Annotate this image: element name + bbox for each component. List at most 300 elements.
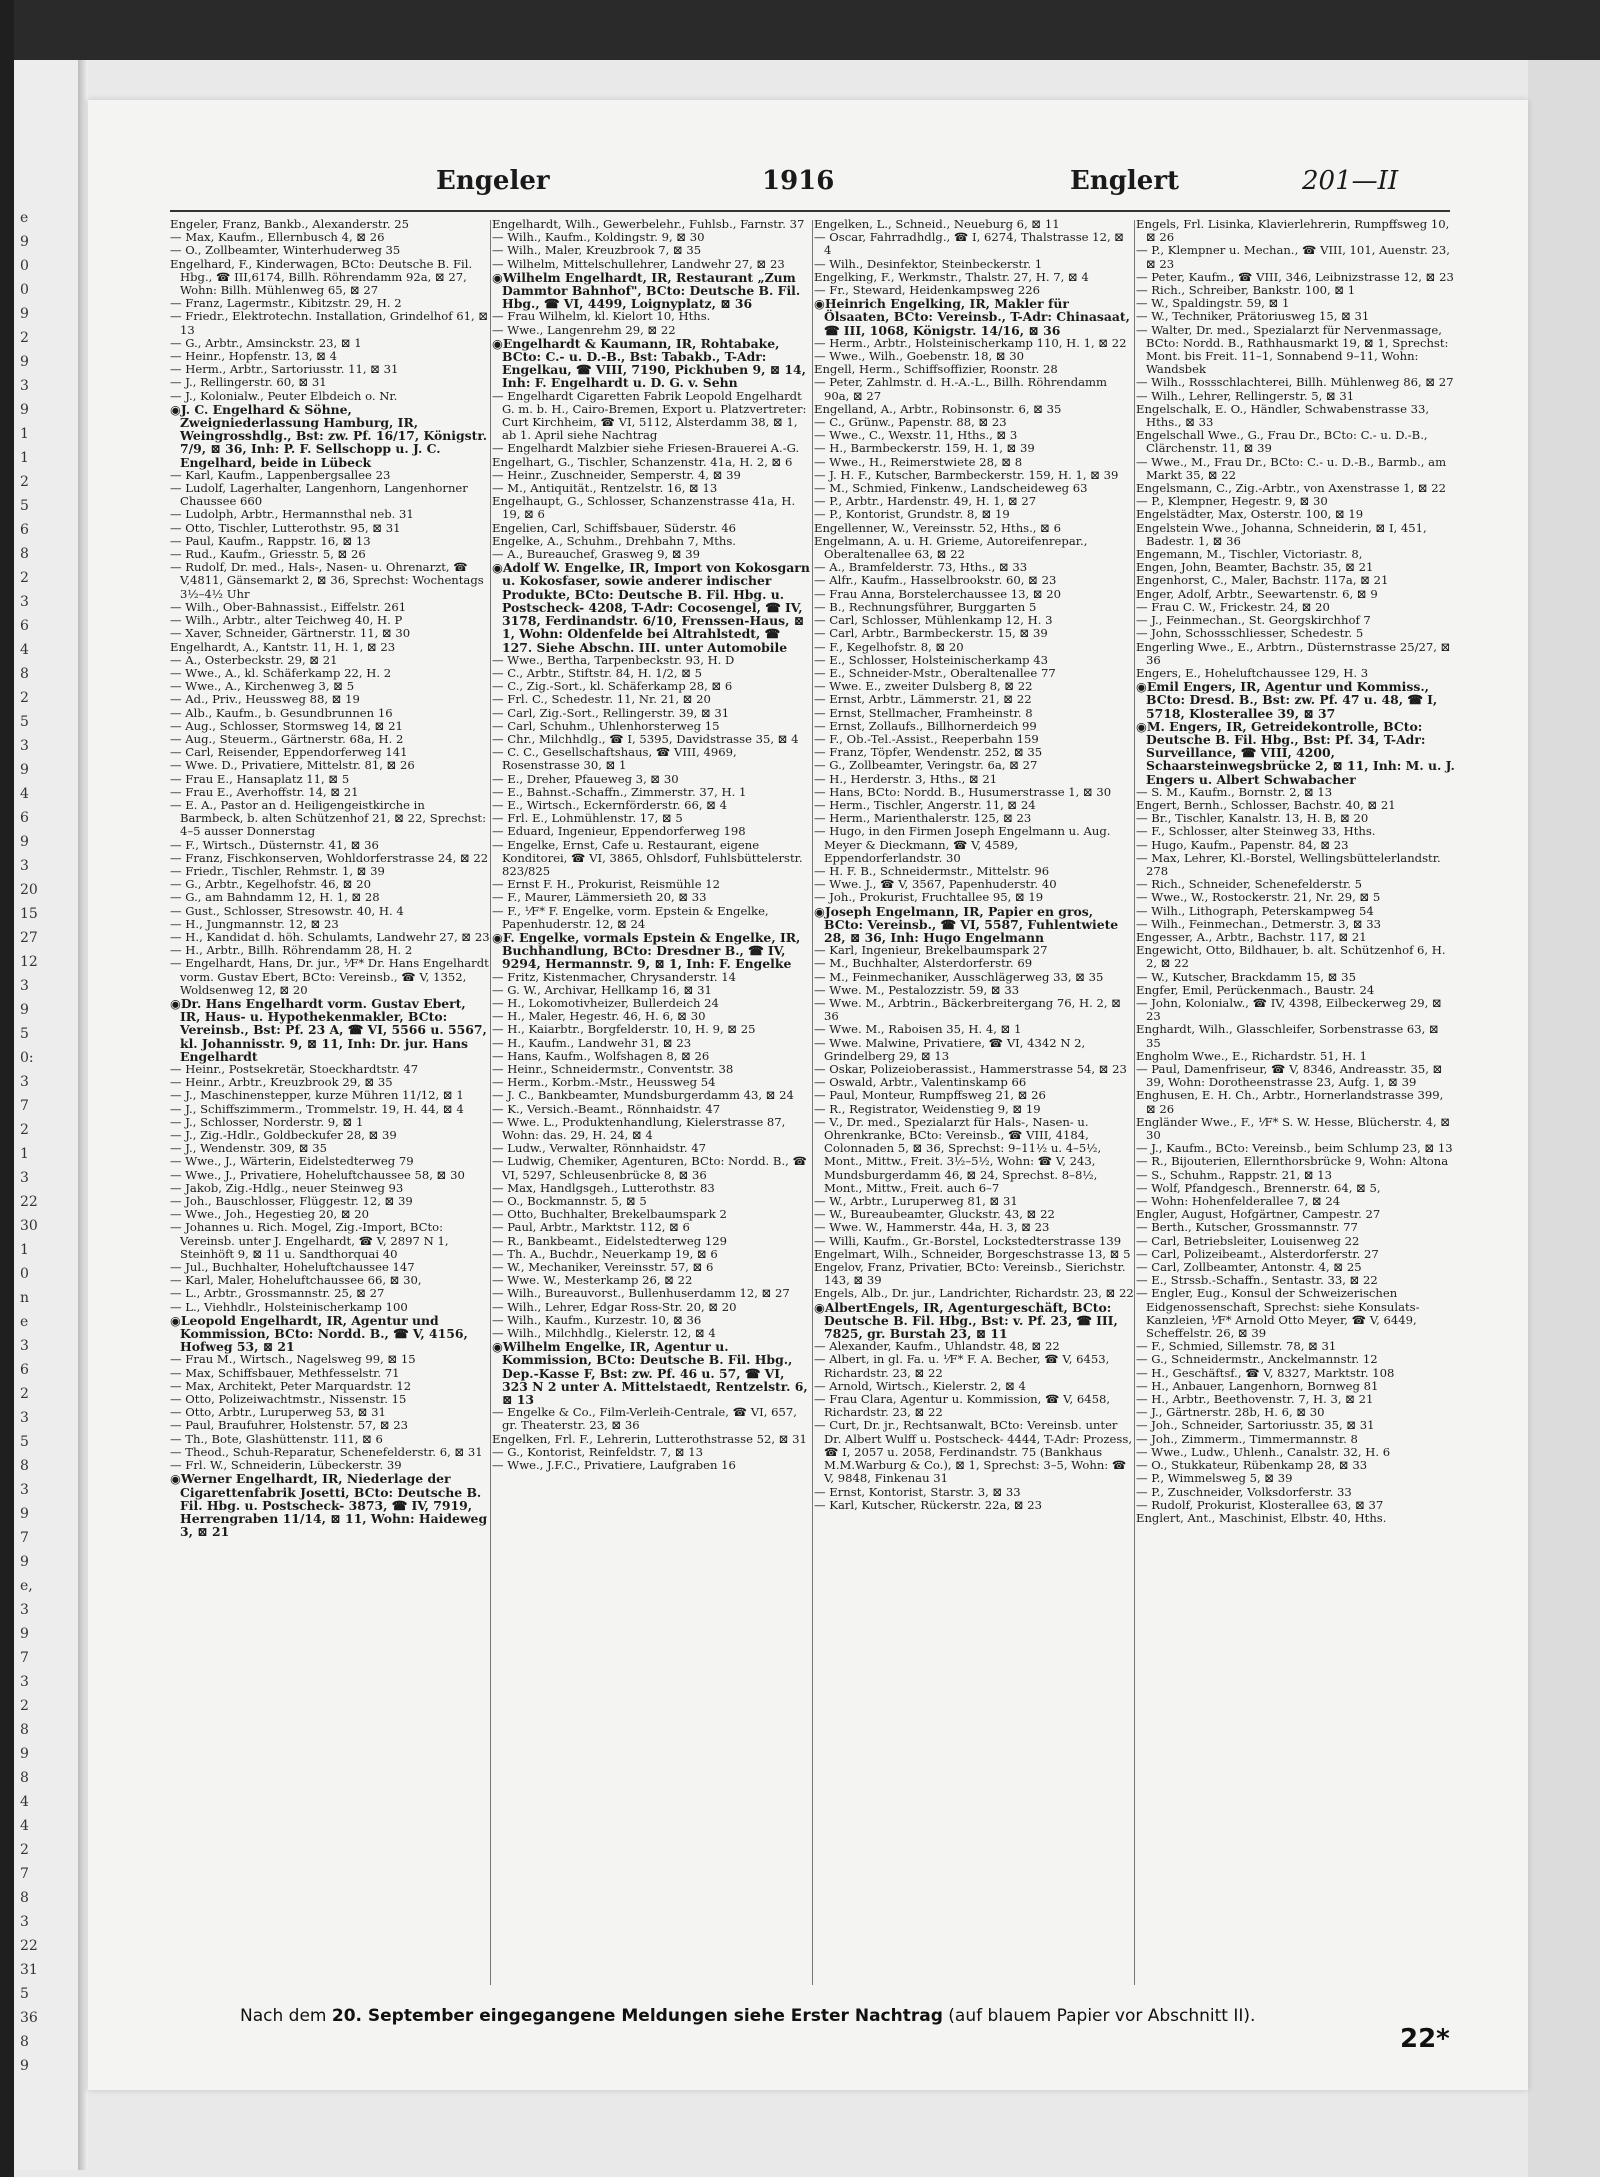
directory-entry: — Wwe., C., Wexstr. 11, Hths., ⊠ 3 [814,428,1018,443]
directory-entry: — Ludwig, Chemiker, Agenturen, BCto: Nordd. B., ☎ VI, 5297, Schleusenbrücke 8, ⊠ 36 [492,1154,807,1182]
previous-page-fragment: 1 [20,450,29,466]
previous-page-fragment: 0 [20,282,29,298]
previous-page-fragment: 2 [20,690,29,706]
directory-entry: — Frl. E., Lohmühlenstr. 17, ⊠ 5 [492,811,683,826]
directory-entry: — Jul., Buchhalter, Hoheluftchaussee 147 [170,1260,415,1275]
directory-entry: — J., Kolonialw., Peuter Elbdeich o. Nr. [170,388,398,403]
directory-entry: Engelhart, G., Tischler, Schanzenstr. 41a, H. 2, ⊠ 6 [492,454,793,469]
previous-page-fragment: 7 [20,1650,29,1666]
directory-entry: — W., Techniker, Prätoriusweg 15, ⊠ 31 [1136,309,1370,324]
previous-page-fragment: 8 [20,1458,29,1474]
directory-entry: — J. H. F., Kutscher, Barmbeckerstr. 159, H. 1, ⊠ 39 [814,467,1119,482]
directory-entry: — Alb., Kaufm., b. Gesundbrunnen 16 [170,705,393,720]
directory-entry: — G. W., Archivar, Hellkamp 16, ⊠ 31 [492,982,712,997]
directory-entry: — Paul, Arbtr., Marktstr. 112, ⊠ 6 [492,1220,690,1235]
directory-entry: — Willi, Kaufm., Gr.-Borstel, Lockstedterstrasse 139 [814,1233,1122,1248]
directory-entry: Engelhardt, A., Kantstr. 11, H. 1, ⊠ 23 [170,639,396,654]
directory-entry: — Max, Architekt, Peter Marquardstr. 12 [170,1378,412,1393]
previous-page-fragment: 30 [20,1218,38,1234]
directory-entry: — Wwe., H., Reimerstwiete 28, ⊠ 8 [814,454,1023,469]
directory-entry: — J., Feinmechan., St. Georgskirchhof 7 [1136,613,1371,628]
directory-entry: — Berth., Kutscher, Grossmannstr. 77 [1136,1220,1358,1235]
directory-entry: — M., Antiquität., Rentzelstr. 16, ⊠ 13 [492,481,718,496]
previous-page-fragment: 9 [20,1626,29,1642]
directory-entry: — Karl, Maler, Hoheluftchaussee 66, ⊠ 30, [170,1273,422,1288]
directory-entry: — Wohn: Hohenfelderallee 7, ⊠ 24 [1136,1194,1341,1209]
directory-entry: — P., Klempner u. Mechan., ☎ VIII, 101, Auenstr. 23, ⊠ 23 [1136,243,1450,271]
directory-entry: — B., Rechnungsführer, Burggarten 5 [814,599,1037,614]
directory-entry: Engelschalk, E. O., Händler, Schwabenstrasse 33, Hths., ⊠ 33 [1136,401,1430,430]
directory-entry: — Xaver, Schneider, Gärtnerstr. 11, ⊠ 30 [170,626,411,641]
directory-entry: — C. C., Gesellschaftshaus, ☎ VIII, 4969, Rosenstrasse 30, ⊠ 1 [492,745,737,773]
directory-entry: — Wilh., Lithograph, Peterskampweg 54 [1136,903,1374,918]
directory-entry: — Arnold, Wirtsch., Kielerstr. 2, ⊠ 4 [814,1378,1026,1393]
firm-entry: ◉ Dr. Hans Engelhardt vorm. Gustav Ebert, IR, Haus- u. Hypothekenmakler, BCto: Vereinsb., Bst: Pf. 23 A, ☎ VI, 5566 u. 5567, kl. Johannisstr. 9, ⊠ 11, Inh: Dr. jur. Hans Engelhardt [170,997,490,1063]
directory-entry: — Joh., Zimmerm., Timmermannstr. 8 [1136,1431,1358,1446]
directory-entry: Engelhardt, Wilh., Gewerbelehr., Fuhlsb., Farnstr. 37 [492,218,805,231]
directory-entry: — Engelhardt, Hans, Dr. jur., ⅟F* Dr. Hans Engelhardt vorm. Gustav Ebert, BCto: Vereinsb., ☎ V, 1352, Woldsenweg 12, ⊠ 20 [170,956,489,997]
directory-entry: — Frau E., Averhoffstr. 14, ⊠ 21 [170,784,359,799]
previous-page-fragment: 12 [20,954,38,970]
previous-page-fragment: 9 [20,1554,29,1570]
directory-entry: — Wwe. E., zweiter Dulsberg 8, ⊠ 22 [814,679,1033,694]
directory-entry: — Heinr., Zuschneider, Semperstr. 4, ⊠ 39 [492,467,741,482]
directory-entry: — Johannes u. Rich. Mogel, Zig.-Import, BCto: Vereinsb. unter J. Engelhardt, ☎ V, 2897 N 1, Steinhöft 9, ⊠ 11 u. Sandthorquai 40 [170,1220,449,1261]
directory-entry: — Paul, Monteur, Rumpffsweg 21, ⊠ 26 [814,1088,1046,1103]
directory-entry: Engemann, M., Tischler, Victoriastr. 8, [1136,547,1363,562]
directory-entry: Engelmann, A. u. H. Grieme, Autoreifenrepar., Oberaltenallee 63, ⊠ 22 [814,533,1088,562]
directory-entry: — H., Arbtr., Billh. Röhrendamm 28, H. 2 [170,943,413,958]
directory-entry: Enger, Adolf, Arbtr., Seewartenstr. 6, ⊠ 9 [1136,586,1378,601]
directory-entry: Engenhorst, C., Maler, Bachstr. 117a, ⊠ 21 [1136,573,1389,588]
previous-page-fragment: 36 [20,2010,38,2026]
directory-entry: Engfer, Emil, Perückenmach., Baustr. 24 [1136,982,1375,997]
directory-entry: — Wwe., J.F.C., Privatiere, Laufgraben 16 [492,1458,736,1473]
previous-page-fragment: 3 [20,858,29,874]
previous-page-fragment: 6 [20,1362,29,1378]
directory-entry: — E., Schlosser, Holsteinischerkamp 43 [814,652,1049,667]
directory-entry: — Hans, BCto: Nordd. B., Husumerstrasse 1, ⊠ 30 [814,784,1112,799]
previous-page-fragment: 1 [20,1242,29,1258]
previous-page-fragment: 9 [20,234,29,250]
directory-entry: — Herm., Marienthalerstr. 125, ⊠ 23 [814,811,1032,826]
directory-entry: — Oswald, Arbtr., Valentinskamp 66 [814,1075,1027,1090]
previous-page-fragment: 3 [20,978,29,994]
directory-entry: — John, Kolonialw., ☎ IV, 4398, Eilbeckerweg 29, ⊠ 23 [1136,995,1442,1024]
directory-entry: — G., Zollbeamter, Veringstr. 6a, ⊠ 27 [814,758,1038,773]
previous-page-fragment: 3 [20,1410,29,1426]
previous-page-fragment: 3 [20,594,29,610]
directory-entry: — Otto, Buchhalter, Brekelbaumspark 2 [492,1207,727,1222]
previous-page-fragment: 4 [20,786,29,802]
directory-entry: — Oskar, Polizeioberassist., Hammerstrasse 54, ⊠ 23 [814,1062,1127,1076]
book-gutter [78,60,88,2170]
previous-page-fragment: 3 [20,1482,29,1498]
directory-entry: Engelland, A., Arbtr., Robinsonstr. 6, ⊠ 35 [814,401,1062,416]
directory-entry: — Wilh., Lehrer, Edgar Ross-Str. 20, ⊠ 20 [492,1299,737,1314]
directory-entry: — Wolf, Pfandgesch., Brennerstr. 64, ⊠ 5, [1136,1180,1381,1195]
directory-entry: — Karl, Kaufm., Lappenbergsallee 23 [170,467,391,482]
directory-entry: — Carl, Arbtr., Barmbeckerstr. 15, ⊠ 39 [814,626,1048,641]
previous-page-fragment: 4 [20,1818,29,1834]
directory-entry: — Frau C. W., Frickestr. 24, ⊠ 20 [1136,599,1330,614]
directory-entry: — H., Kandidat d. höh. Schulamts, Landwehr 27, ⊠ 23 [170,929,490,944]
directory-entry: — Walter, Dr. med., Spezialarzt für Nervenmassage, BCto: Nordd. B., Rathhausmarkt 19, ⊠ 1, Sprechst: Mont. bis Freit. 11–1, Sonnabend 9–11, Wohn: Wandsbek [1136,322,1449,377]
directory-entry: Engelken, L., Schneid., Neueburg 6, ⊠ 11 [814,218,1060,231]
previous-page-fragment: 9 [20,2058,29,2074]
directory-entry: — G., Arbtr., Amsinckstr. 23, ⊠ 1 [170,335,362,350]
directory-entry: — Hugo, Kaufm., Papenstr. 84, ⊠ 23 [1136,837,1349,852]
directory-entry: — H., Kaufm., Landwehr 31, ⊠ 23 [492,1035,692,1050]
directory-entry: — A., Bramfelderstr. 73, Hths., ⊠ 33 [814,560,1028,575]
previous-page-fragment: e [20,210,29,226]
directory-entry: — L., Arbtr., Grossmannstr. 25, ⊠ 27 [170,1286,385,1301]
directory-entry: — Aug., Schlosser, Stormsweg 14, ⊠ 21 [170,718,403,733]
directory-entry: — Wwe. M., Pestalozzistr. 59, ⊠ 33 [814,982,1020,997]
directory-entry: — Frl. C., Schedestr. 11, Nr. 21, ⊠ 20 [492,692,711,707]
previous-page-fragment: 7 [20,1530,29,1546]
previous-page-fragment: 9 [20,354,29,370]
directory-entry: — Otto, Tischler, Lutterothstr. 95, ⊠ 31 [170,520,401,535]
directory-entry: — Franz, Fischkonserven, Wohldorferstrasse 24, ⊠ 22 [170,850,489,865]
previous-page-fragment: 9 [20,762,29,778]
directory-entry: — H., Lokomotivheizer, Bullerdeich 24 [492,995,719,1010]
directory-entry: — Wwe. J., ☎ V, 3567, Papenhuderstr. 40 [814,877,1057,892]
directory-entry: — E., Schneider-Mstr., Oberaltenallee 77 [814,665,1056,680]
directory-entry: — W., Spaldingstr. 59, ⊠ 1 [1136,296,1290,311]
directory-entry: — Herm., Tischler, Angerstr. 11, ⊠ 24 [814,797,1036,812]
directory-entry: — E. A., Pastor an d. Heiligengeistkirche in Barmbeck, b. alten Schützenhof 21, ⊠ 22, Sprechst: 4–5 ausser Donnerstag [170,797,487,839]
directory-entry: Engelstädter, Max, Osterstr. 100, ⊠ 19 [1136,507,1364,522]
previous-page-fragment: 3 [20,738,29,754]
firm-entry: ◉ J. C. Engelhard & Söhne, Zweigniederlassung Hamburg, IR, Weingrosshdlg., Bst: zw. Pf. 16/17, Königstr. 7/9, ⊠ 36, Inh: P. F. Sellschopp u. J. C. Engelhard, beide in Lübeck [170,403,490,469]
previous-page-fragment: 1 [20,1146,29,1162]
directory-entry: — S. M., Kaufm., Bornstr. 2, ⊠ 13 [1136,784,1333,799]
directory-entry: Engelking, F., Werkmstr., Thalstr. 27, H. 7, ⊠ 4 [814,269,1089,284]
page-number: 22* [1400,2024,1450,2054]
directory-entry: — Max, Schiffsbauer, Methfesselstr. 71 [170,1365,400,1380]
directory-entry: — M., Feinmechaniker, Ausschlägerweg 33, ⊠ 35 [814,969,1104,984]
directory-entry: — Max, Kaufm., Ellernbusch 4, ⊠ 26 [170,230,385,245]
previous-page-fragment: 2 [20,1122,29,1138]
directory-entry: — Wilh., Lehrer, Rellingerstr. 5, ⊠ 31 [1136,388,1355,403]
directory-entry: — Ad., Priv., Heussweg 88, ⊠ 19 [170,692,360,707]
directory-entry: — Wwe., J., Wärterin, Eidelstedterweg 79 [170,1154,414,1169]
directory-entry: Engeler, Franz, Bankb., Alexanderstr. 25 [170,218,409,231]
directory-entry: — J. C., Bankbeamter, Mundsburgerdamm 43, ⊠ 24 [492,1088,794,1103]
directory-entry: — Wwe. Malwine, Privatiere, ☎ VI, 4342 N 2, Grindelberg 29, ⊠ 13 [814,1035,1086,1063]
running-header [88,166,1528,206]
directory-entry: — F., Kegelhofstr. 8, ⊠ 20 [814,639,964,654]
directory-entry: — Fr., Steward, Heidenkampsweg 226 [814,283,1041,298]
directory-entry: — H., Geschäftsf., ☎ V, 8327, Marktstr. 108 [1136,1365,1395,1380]
directory-entry: — E., Wirtsch., Eckernförderstr. 66, ⊠ 4 [492,797,728,812]
previous-page-fragment: n [20,1290,30,1306]
directory-entry: — Aug., Steuerm., Gärtnerstr. 68a, H. 2 [170,731,404,746]
directory-entry: — Engelke & Co., Film-Verleih-Centrale, ☎ VI, 657, gr. Theaterstr. 23, ⊠ 36 [492,1405,797,1433]
directory-entry: — Wilh., Desinfektor, Steinbeckerstr. 1 [814,256,1043,271]
previous-page-fragment: 2 [20,1386,29,1402]
directory-entry: Enghusen, E. H. Ch., Arbtr., Hornerlandstrasse 399, ⊠ 26 [1136,1088,1444,1116]
previous-page-fragment: e, [20,1578,33,1594]
directory-entry: — Heinr., Schneidermstr., Conventstr. 38 [492,1062,734,1076]
firm-entry: ◉ Emil Engers, IR, Agentur und Kommiss., BCto: Dresd. B., Bst: zw. Pf. 47 u. 48, ☎ I, 5718, Klosterallee 39, ⊠ 37 [1136,680,1456,720]
previous-page-fragment: 31 [20,1962,38,1978]
directory-entry: — Ludolf, Lagerhalter, Langenhorn, Langenhorner Chaussee 660 [170,481,468,509]
previous-page-fragment: 6 [20,810,29,826]
directory-entry: — Jakob, Zig.-Hdlg., neuer Steinweg 93 [170,1180,404,1195]
directory-entry: — Wilh., Feinmechan., Detmerstr. 3, ⊠ 33 [1136,916,1381,931]
directory-entry: — M., Buchhalter, Alsterdorferstr. 69 [814,956,1033,971]
directory-entry: — Ernst, Zollaufs., Billhornerdeich 99 [814,718,1037,733]
directory-entry: — F., Ob.-Tel.-Assist., Reeperbahn 159 [814,731,1039,746]
previous-page-fragment: 9 [20,306,29,322]
directory-entry: — Otto, Arbtr., Luruperweg 53, ⊠ 31 [170,1405,386,1420]
previous-page-fragment: 2 [20,474,29,490]
directory-entry: — Wilh., Bureauvorst., Bullenhuserdamm 12, ⊠ 27 [492,1286,790,1301]
directory-entry: — Rud., Kaufm., Griesstr. 5, ⊠ 26 [170,547,366,562]
directory-entry: — Carl, Polizeibeamt., Alsterdorferstr. 27 [1136,1246,1379,1261]
previous-page-fragment: 0 [20,1266,29,1282]
directory-entry: — Joh., Prokurist, Fruchtallee 95, ⊠ 19 [814,890,1044,905]
directory-entry: — E., Dreher, Pfaueweg 3, ⊠ 30 [492,771,679,786]
directory-entry: — Ludolph, Arbtr., Hermannsthal neb. 31 [170,507,414,522]
directory-entry: — Engelhardt Malzbier siehe Friesen-Brauerei A.-G. [492,441,800,456]
scan-border-top [0,0,1600,60]
firm-entry: ◉ Werner Engelhardt, IR, Niederlage der Cigarettenfabrik Josetti, BCto: Deutsche B. Fil. Hbg. u. Postscheck- 3873, ☎ IV, 7919, Herrengraben 11/14, ⊠ 11, Wohn: Haideweg 3, ⊠ 21 [170,1472,490,1538]
directory-entry: Engesser, A., Arbtr., Bachstr. 117, ⊠ 21 [1136,929,1367,944]
directory-entry: — Carl, Zollbeamter, Antonstr. 4, ⊠ 25 [1136,1260,1362,1275]
previous-page-fragment: 3 [20,1602,29,1618]
column-divider [812,220,813,1985]
directory-entry: — Oscar, Fahrradhdlg., ☎ I, 6274, Thalstrasse 12, ⊠ 4 [814,230,1125,258]
directory-entry: — K., Versich.-Beamt., Rönnhaidstr. 47 [492,1101,721,1116]
directory-entry: — F., Schlosser, alter Steinweg 33, Hths. [1136,824,1376,839]
directory-entry: — R., Bijouterien, Ellernthorsbrücke 9, Wohn: Altona [1136,1154,1449,1169]
directory-entry: — H. F. B., Schneidermstr., Mittelstr. 96 [814,863,1050,878]
directory-entry: — P., Zuschneider, Volksdorferstr. 33 [1136,1484,1352,1499]
directory-entry: — Wwe., Bertha, Tarpenbeckstr. 93, H. D [492,652,735,667]
directory-entry: — Wwe. W., Mesterkamp 26, ⊠ 22 [492,1273,693,1288]
directory-entry: — C., Arbtr., Stiftstr. 84, H. 1/2, ⊠ 5 [492,665,703,680]
previous-page-fragment: 22 [20,1194,38,1210]
directory-entry: Engen, John, Beamter, Bachstr. 35, ⊠ 21 [1136,560,1374,575]
previous-page-fragment: 7 [20,1866,29,1882]
footer-prefix: Nach dem [240,2006,332,2026]
previous-page-fragment: 3 [20,1338,29,1354]
directory-entry: — W., Mechaniker, Vereinsstr. 57, ⊠ 6 [492,1260,714,1275]
directory-entry: — E., Strssb.-Schaffn., Sentastr. 33, ⊠ 22 [1136,1273,1378,1288]
firm-entry: ◉ Wilhelm Engelke, IR, Agentur u. Kommission, BCto: Deutsche B. Fil. Hbg., Dep.-Kasse F, Bst: zw. Pf. 46 u. 57, ☎ VI, 323 N 2 unter A. Mittelstaedt, Rentzelstr. 6, ⊠ 13 [492,1340,812,1406]
directory-entry: — Wilh., Maler, Kreuzbrook 7, ⊠ 35 [492,243,702,258]
directory-entry: — A., Osterbeckstr. 29, ⊠ 21 [170,652,338,667]
directory-entry: — Heinr., Postsekretär, Stoeckhardtstr. 47 [170,1062,419,1076]
previous-page-fragment: 9 [20,834,29,850]
directory-entry: — Wilhelm, Mittelschullehrer, Landwehr 27, ⊠ 23 [492,256,785,271]
directory-entry: — Wwe. M., Raboisen 35, H. 4, ⊠ 1 [814,1022,1022,1037]
directory-entry: — Carl, Betriebsleiter, Louisenweg 22 [1136,1233,1360,1248]
directory-entry: Engelken, Frl. F., Lehrerin, Lutterothstrasse 52, ⊠ 31 [492,1431,807,1446]
directory-entry: — Frl. W., Schneiderin, Lübeckerstr. 39 [170,1458,402,1473]
previous-page-fragment: 9 [20,1002,29,1018]
previous-page-fragment: 8 [20,546,29,562]
directory-entry: Engerling Wwe., E., Arbtrn., Düsternstrasse 25/27, ⊠ 36 [1136,639,1451,667]
directory-entry: — W., Kutscher, Brackdamm 15, ⊠ 35 [1136,969,1356,984]
previous-page-fragment: 0 [20,258,29,274]
directory-entry: — Wwe., J., Privatiere, Hoheluftchaussee 58, ⊠ 30 [170,1167,465,1182]
directory-entry: — G., Kontorist, Reinfeldstr. 7, ⊠ 13 [492,1444,704,1459]
directory-entry: Engewicht, Otto, Bildhauer, b. alt. Schützenhof 6, H. 2, ⊠ 22 [1136,943,1446,971]
directory-entry: Engelhaupt, G., Schlosser, Schanzenstrasse 41a, H. 19, ⊠ 6 [492,494,796,522]
directory-entry: Engelsmann, C., Zig.-Arbtr., von Axenstrasse 1, ⊠ 22 [1136,481,1447,496]
footer-bold-text: 20. September eingegangene Meldungen siehe Erster Nachtrag [331,2006,943,2026]
directory-entry: — Franz, Lagermstr., Kibitzstr. 29, H. 2 [170,296,402,311]
directory-entry: — Wilh., Kaufm., Kurzestr. 10, ⊠ 36 [492,1312,702,1327]
directory-entry: — H., Jungmannstr. 12, ⊠ 23 [170,916,339,931]
directory-entry: — P., Wimmelsweg 5, ⊠ 39 [1136,1471,1293,1486]
directory-entry: — J., Zig.-Hdlr., Goldbeckufer 28, ⊠ 39 [170,1128,397,1143]
firm-entry: ◉ Wilhelm Engelhardt, IR, Restaurant „Zum Dammtor Bahnhof", BCto: Deutsche B. Fil. Hbg., ☎ VI, 4499, Loignyplatz, ⊠ 36 [492,271,812,311]
directory-entry: — Paul, Damenfriseur, ☎ V, 8346, Andreasstr. 35, ⊠ 39, Wohn: Dorotheenstrasse 23, Aufg. 1, ⊠ 39 [1136,1062,1443,1090]
directory-entry: — Wwe. D., Privatiere, Mittelstr. 81, ⊠ 26 [170,758,415,773]
directory-entry: — H., Barmbeckerstr. 159, H. 1, ⊠ 39 [814,441,1035,456]
directory-entry: Engelov, Franz, Privatier, BCto: Vereinsb., Sierichstr. 143, ⊠ 39 [814,1260,1126,1288]
scan-border-left [0,0,14,2177]
directory-entry: Engelstein Wwe., Johanna, Schneiderin, ⊠ I, 451, Badestr. 1, ⊠ 36 [1136,520,1427,548]
previous-page-fragment: 15 [20,906,38,922]
directory-entry: — Ernst, Arbtr., Lämmerstr. 21, ⊠ 22 [814,692,1032,707]
directory-entry: — Wwe., Joh., Hegestieg 20, ⊠ 20 [170,1207,370,1222]
directory-entry: — Hugo, in den Firmen Joseph Engelmann u. Aug. Meyer & Dieckmann, ☎ V, 4589, Eppendorferlandstr. 30 [814,824,1111,865]
directory-entry: — Rudolf, Dr. med., Hals-, Nasen- u. Ohrenarzt, ☎ V,4811, Gänsemarkt 2, ⊠ 36, Sprechst: Wochentags 3½–4½ Uhr [170,560,484,601]
firm-entry: ◉ M. Engers, IR, Getreidekontrolle, BCto: Deutsche B. Fil. Hbg., Bst: Pf. 34, T-Adr: Surveillance, ☎ VIII, 4200, Schaarsteinwegsbrücke 2, ⊠ 11, Inh: M. u. J. Engers u. Albert Schwabacher [1136,720,1456,786]
directory-entry: — Ernst, Stellmacher, Framheinstr. 8 [814,705,1033,720]
directory-entry: — Wwe. M., Arbtrin., Bäckerbreitergang 76, H. 2, ⊠ 36 [814,995,1121,1024]
directory-entry: — R., Registrator, Weidenstieg 9, ⊠ 19 [814,1101,1041,1116]
directory-entry: — John, Schossschliesser, Schedestr. 5 [1136,626,1364,641]
previous-page-fragment: 8 [20,2034,29,2050]
directory-entry: Engelhard, F., Kinderwagen, BCto: Deutsche B. Fil. Hbg., ☎ III,6174, Billh. Röhrendamm 92a, ⊠ 27, Wohn: Billh. Mühlenweg 65, ⊠ 27 [170,256,473,298]
directory-entry: — Carl, Reisender, Eppendorferweg 141 [170,745,408,760]
previous-page-fragment: 4 [20,1794,29,1810]
directory-entry: — Engler, Eug., Konsul der Schweizerischen Eidgenossenschaft, Sprechst: siehe Konsulats-Kanzleien, ⅟F* Arnold Otto Meyer, ☎ V, 6449, Scheffelstr. 26, ⊠ 39 [1136,1286,1420,1341]
directory-entry: — J., Schiffszimmerm., Trommelstr. 19, H. 44, ⊠ 4 [170,1101,464,1116]
directory-entry: Engelmart, Wilh., Schneider, Borgeschstrasse 13, ⊠ 5 [814,1246,1131,1261]
directory-entry: Engellenner, W., Vereinsstr. 52, Hths., ⊠ 6 [814,520,1061,535]
directory-entry: — P., Klempner, Hegestr. 9, ⊠ 30 [1136,494,1328,509]
firm-entry: ◉ Engelhardt & Kaumann, IR, Rohtabake, BCto: C.- u. D.-B., Bst: Tabakb., T-Adr: Engelkau, ☎ VIII, 7190, Pickhuben 9, ⊠ 14, Inh: F. Engelhardt u. D. G. v. Sehn [492,337,812,390]
directory-entry: — Albert, in gl. Fa. u. ⅟F* F. A. Becher, ☎ V, 6453, Richardstr. 23, ⊠ 22 [814,1352,1110,1380]
previous-page-fragment: 22 [20,1938,38,1954]
previous-page-fragment: 8 [20,666,29,682]
directory-entry: — Paul, Braufuhrer, Holstenstr. 57, ⊠ 23 [170,1418,408,1433]
directory-entry: — Ernst F. H., Prokurist, Reismühle 12 [492,877,721,892]
directory-entry: — M., Schmied, Finkenw., Landscheideweg 63 [814,481,1088,496]
directory-entry: Engert, Bernh., Schlosser, Bachstr. 40, ⊠ 21 [1136,797,1396,812]
directory-entry: — Chr., Milchhdlg., ☎ I, 5395, Davidstrasse 35, ⊠ 4 [492,731,799,746]
directory-entry: — F., Schmied, Sillemstr. 78, ⊠ 31 [1136,1339,1337,1354]
previous-page-fragment: 3 [20,1674,29,1690]
previous-page-fragment: 5 [20,1026,29,1042]
directory-entry: — Carl, Zig.-Sort., Rellingerstr. 39, ⊠ 31 [492,705,730,720]
footer-note [240,2006,1420,2032]
directory-entry: — Franz, Töpfer, Wendenstr. 252, ⊠ 35 [814,745,1043,760]
header-last-entry: Englert [1070,166,1180,196]
directory-entry: — Wilh., Arbtr., alter Teichweg 40, H. P [170,613,403,628]
directory-entry: — Engelke, Ernst, Cafe u. Restaurant, eigene Konditorei, ☎ VI, 3865, Ohlsdorf, Fuhlsbüttelerstr. 823/825 [492,837,803,878]
header-page-label: 201—II [1302,166,1399,196]
directory-entry: — W., Bureaubeamter, Gluckstr. 43, ⊠ 22 [814,1207,1055,1222]
previous-page-fragment: 8 [20,1770,29,1786]
column-divider [1134,220,1135,1985]
directory-entry: — C., Zig.-Sort., kl. Schäferkamp 28, ⊠ 6 [492,679,733,694]
header-rule [170,210,1450,212]
directory-entry: Engels, Alb., Dr. jur., Landrichter, Richardstr. 23, ⊠ 22 [814,1286,1134,1301]
directory-entry: — Theod., Schuh-Reparatur, Schenefelderstr. 6, ⊠ 31 [170,1444,483,1459]
directory-entry: — J., Gärtnerstr. 28b, H. 6, ⊠ 30 [1136,1405,1325,1420]
directory-entry: — Wwe., W., Rostockerstr. 21, Nr. 29, ⊠ 5 [1136,890,1381,905]
firm-entry: ◉ Leopold Engelhardt, IR, Agentur und Kommission, BCto: Nordd. B., ☎ V, 4156, Hofweg 53, ⊠ 21 [170,1314,490,1354]
directory-entry: — Wilh., Milchhdlg., Kielerstr. 12, ⊠ 4 [492,1326,716,1341]
directory-entry: — R., Bankbeamt., Eidelstedterweg 129 [492,1233,728,1248]
previous-page-fragment: 9 [20,402,29,418]
directory-entry: — Max, Lehrer, Kl.-Borstel, Wellingsbüttelerlandstr. 278 [1136,850,1441,878]
firm-entry: ◉ Adolf W. Engelke, IR, Import von Kokosgarn u. Kokosfaser, sowie anderer indischer Produkte, BCto: Deutsche B. Fil. Hbg. u. Postscheck- 4208, T-Adr: Cocosengel, ☎ IV, 3178, Ferdinandstr. 6/10, Frenssen-Haus, ⊠ 1, Wohn: Oldenfelde bei Altrahlstedt, ☎ 127. Siehe Abschn. III. unter Automobile [492,561,812,653]
directory-entry: — Wwe. L., Produktenhandlung, Kielerstrasse 87, Wohn: das. 29, H. 24, ⊠ 4 [492,1114,786,1143]
directory-entry: — Rich., Schreiber, Bankstr. 100, ⊠ 1 [1136,283,1356,298]
directory-entry: — Otto, Polizeiwachtmstr., Nissenstr. 15 [170,1392,407,1407]
directory-entry: — Alexander, Kaufm., Uhlandstr. 48, ⊠ 22 [814,1339,1060,1354]
previous-page-fragment: e [20,1314,29,1330]
directory-entry: — Peter, Kaufm., ☎ VIII, 346, Leibnizstrasse 12, ⊠ 23 [1136,269,1454,284]
directory-entry: — H., Herderstr. 3, Hths., ⊠ 21 [814,771,998,786]
directory-entry: — Eduard, Ingenieur, Eppendorferweg 198 [492,824,746,839]
previous-page-fragment: 27 [20,930,38,946]
directory-entry: — Br., Tischler, Kanalstr. 13, H. B, ⊠ 20 [1136,811,1369,826]
previous-page-fragment: 3 [20,378,29,394]
directory-entry: — Wwe., Langenrehm 29, ⊠ 22 [492,322,676,337]
directory-entry: — H., Arbtr., Beethovenstr. 7, H. 3, ⊠ 21 [1136,1392,1374,1407]
directory-column-1 [170,218,490,1988]
directory-entry: — H., Maler, Hegestr. 46, H. 6, ⊠ 30 [492,1009,706,1024]
directory-entry: — Friedr., Elektrotechn. Installation, Grindelhof 61, ⊠ 13 [170,309,489,337]
directory-entry: — G., am Bahndamm 12, H. 1, ⊠ 28 [170,890,380,905]
previous-page-fragment: 4 [20,642,29,658]
directory-entry: — Hans, Kaufm., Wolfshagen 8, ⊠ 26 [492,1048,710,1063]
directory-entry: Enghardt, Wilh., Glasschleifer, Sorbenstrasse 63, ⊠ 35 [1136,1022,1439,1050]
directory-column-4 [1136,218,1456,1988]
directory-entry: — F., Wirtsch., Düsternstr. 41, ⊠ 36 [170,837,379,852]
header-first-entry: Engeler [436,166,550,196]
directory-entry: — Frau Clara, Agentur u. Kommission, ☎ V, 6458, Richardstr. 23, ⊠ 22 [814,1392,1111,1420]
directory-entry: Engelke, A., Schuhm., Drehbahn 7, Mths. [492,533,736,548]
directory-entry: — F., Maurer, Lämmersieth 20, ⊠ 33 [492,890,707,905]
directory-entry: — Gust., Schlosser, Stresowstr. 40, H. 4 [170,903,404,918]
previous-page-edge [14,60,78,2170]
directory-entry: Engelien, Carl, Schiffsbauer, Süderstr. 46 [492,520,737,535]
directory-entry: — J., Maschinenstepper, kurze Mühren 11/12, ⊠ 1 [170,1088,464,1103]
directory-entry: — E., Bahnst.-Schaffn., Zimmerstr. 37, H. 1 [492,784,747,799]
previous-page-fragment: 2 [20,1698,29,1714]
directory-entry: Engell, Herm., Schiffsoffizier, Roonstr. 28 [814,362,1058,377]
firm-entry: ◉ F. Engelke, vormals Epstein & Engelke, IR, Buchhandlung, BCto: Dresdner B., ☎ IV, 9294, Hermannstr. 9, ⊠ 1, Inh: F. Engelke [492,931,812,971]
directory-entry: — Wilh., Rossschlachterei, Billh. Mühlenweg 86, ⊠ 27 [1136,375,1454,390]
directory-entry: — Frau M., Wirtsch., Nagelsweg 99, ⊠ 15 [170,1352,416,1367]
directory-entry: — Fritz, Kistenmacher, Chrysanderstr. 14 [492,969,736,984]
previous-page-fragment: 5 [20,1986,29,2002]
previous-page-fragment: 3 [20,1170,29,1186]
directory-entry: — L., Viehhdlr., Holsteinischerkamp 100 [170,1299,408,1314]
